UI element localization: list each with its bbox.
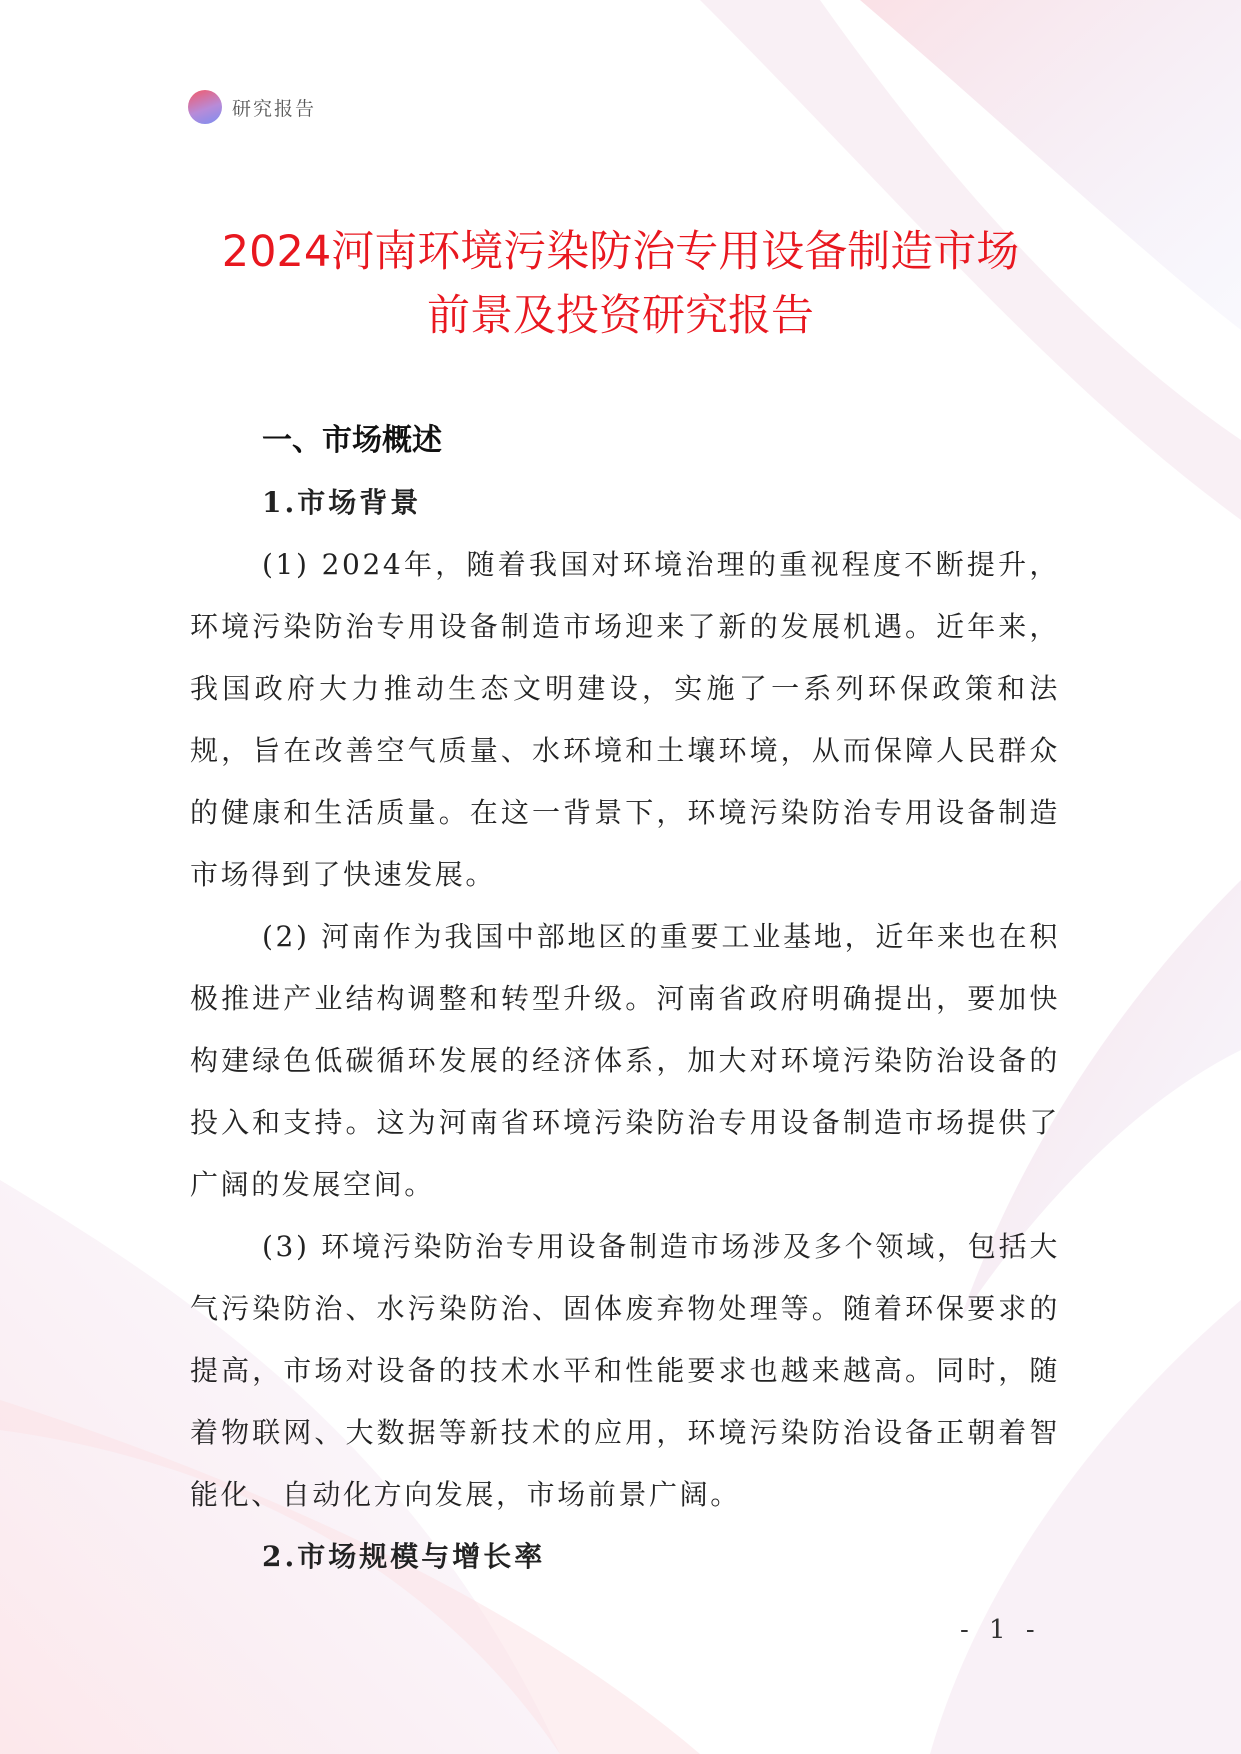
document-body [190,410,1060,1588]
paragraph-1: (1) 2024年，随着我国对环境治理的重视程度不断提升，环境污染防治专用设备制造市场迎来了新的发展机遇。近年来，我国政府大力推动生态文明建设，实施了一系列环保政策和法规，旨在改善空气质量、水环境和土壤环境，从而保障人民群众的健康和生活质量。在这一背景下，环境污染防治专用设备制造市场得到了快速发展。 [190,548,1060,891]
document-title [0,220,1241,348]
paragraph-3: (3) 环境污染防治专用设备制造市场涉及多个领域，包括大气污染防治、水污染防治、固体废弃物处理等。随着环保要求的提高，市场对设备的技术水平和性能要求也越来越高。同时，随着物联网、大数据等新技术的应用，环境污染防治设备正朝着智能化、自动化方向发展，市场前景广阔。 [190,1230,1060,1511]
title-line-2: 前景及投资研究报告 [427,291,814,341]
paragraph-2: (2) 河南作为我国中部地区的重要工业基地，近年来也在积极推进产业结构调整和转型升级。河南省政府明确提出，要加快构建绿色低碳循环发展的经济体系，加大对环境污染防治设备的投入和支持。这为河南省环境污染防治专用设备制造市场提供了广阔的发展空间。 [190,920,1060,1201]
sub-heading-market-background: 1.市场背景 [262,486,422,519]
page-header [188,90,316,124]
sub-heading-market-size: 2.市场规模与增长率 [262,1540,546,1573]
logo-circle-icon [188,90,222,124]
header-label: 研究报告 [232,97,317,120]
page-number: - 1 - [960,1615,1041,1645]
title-line-1: 2024河南环境污染防治专用设备制造市场 [221,227,1020,277]
section-heading: 一、市场概述 [262,423,442,458]
